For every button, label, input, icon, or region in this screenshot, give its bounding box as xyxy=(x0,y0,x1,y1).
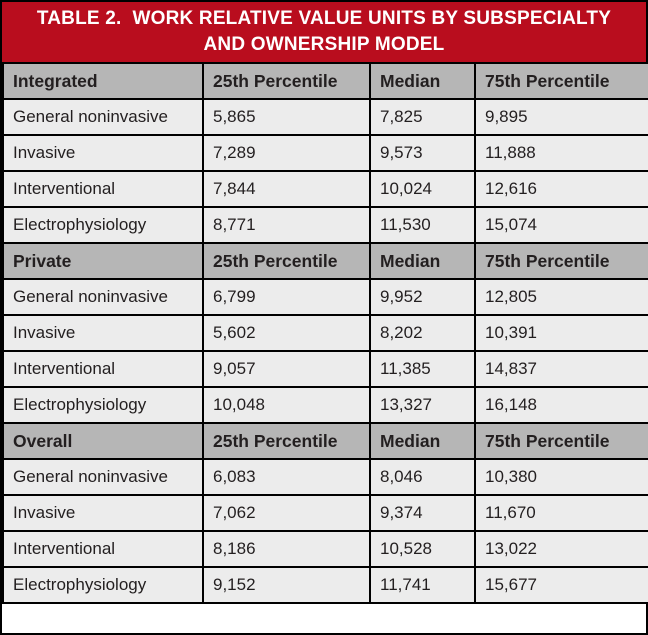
wrvu-table xyxy=(2,62,648,604)
cell-75th: 12,805 xyxy=(475,279,648,315)
cell-75th: 14,837 xyxy=(475,351,648,387)
cell-median: 11,385 xyxy=(370,351,475,387)
cell-25th: 7,062 xyxy=(203,495,370,531)
cell-25th: 9,152 xyxy=(203,567,370,603)
column-header-median: Median xyxy=(370,63,475,99)
cell-75th: 10,391 xyxy=(475,315,648,351)
row-label: Electrophysiology xyxy=(3,387,203,423)
row-label: Interventional xyxy=(3,531,203,567)
row-label: Invasive xyxy=(3,495,203,531)
table-row xyxy=(3,99,648,135)
cell-median: 10,024 xyxy=(370,171,475,207)
column-header-75th: 75th Percentile xyxy=(475,423,648,459)
cell-25th: 8,771 xyxy=(203,207,370,243)
cell-25th: 7,289 xyxy=(203,135,370,171)
row-label: Electrophysiology xyxy=(3,207,203,243)
column-header-median: Median xyxy=(370,423,475,459)
cell-median: 7,825 xyxy=(370,99,475,135)
table-row xyxy=(3,135,648,171)
section-label: Overall xyxy=(3,423,203,459)
section-label: Integrated xyxy=(3,63,203,99)
table-row xyxy=(3,495,648,531)
column-header-75th: 75th Percentile xyxy=(475,243,648,279)
column-header-25th: 25th Percentile xyxy=(203,423,370,459)
cell-median: 9,374 xyxy=(370,495,475,531)
cell-25th: 7,844 xyxy=(203,171,370,207)
cell-25th: 8,186 xyxy=(203,531,370,567)
table-row xyxy=(3,279,648,315)
section-header-overall xyxy=(3,423,648,459)
row-label: Invasive xyxy=(3,135,203,171)
cell-25th: 6,799 xyxy=(203,279,370,315)
table-row xyxy=(3,351,648,387)
table-title-banner xyxy=(2,2,646,62)
cell-75th: 15,074 xyxy=(475,207,648,243)
cell-75th: 11,888 xyxy=(475,135,648,171)
cell-75th: 9,895 xyxy=(475,99,648,135)
cell-25th: 9,057 xyxy=(203,351,370,387)
cell-median: 8,046 xyxy=(370,459,475,495)
row-label: Invasive xyxy=(3,315,203,351)
cell-median: 10,528 xyxy=(370,531,475,567)
table-row xyxy=(3,387,648,423)
section-header-private xyxy=(3,243,648,279)
row-label: Electrophysiology xyxy=(3,567,203,603)
table-row xyxy=(3,315,648,351)
table-row xyxy=(3,459,648,495)
cell-median: 9,952 xyxy=(370,279,475,315)
cell-75th: 10,380 xyxy=(475,459,648,495)
cell-median: 8,202 xyxy=(370,315,475,351)
cell-25th: 10,048 xyxy=(203,387,370,423)
cell-75th: 12,616 xyxy=(475,171,648,207)
table-row xyxy=(3,567,648,603)
row-label: General noninvasive xyxy=(3,279,203,315)
cell-75th: 16,148 xyxy=(475,387,648,423)
cell-75th: 11,670 xyxy=(475,495,648,531)
section-header-integrated xyxy=(3,63,648,99)
cell-median: 11,741 xyxy=(370,567,475,603)
column-header-75th: 75th Percentile xyxy=(475,63,648,99)
row-label: Interventional xyxy=(3,351,203,387)
table-title-line2: AND OWNERSHIP MODEL xyxy=(203,34,445,55)
table-row xyxy=(3,207,648,243)
cell-25th: 5,602 xyxy=(203,315,370,351)
cell-25th: 6,083 xyxy=(203,459,370,495)
row-label: General noninvasive xyxy=(3,99,203,135)
section-label: Private xyxy=(3,243,203,279)
cell-25th: 5,865 xyxy=(203,99,370,135)
cell-median: 9,573 xyxy=(370,135,475,171)
row-label: General noninvasive xyxy=(3,459,203,495)
row-label: Interventional xyxy=(3,171,203,207)
cell-75th: 15,677 xyxy=(475,567,648,603)
column-header-25th: 25th Percentile xyxy=(203,63,370,99)
column-header-median: Median xyxy=(370,243,475,279)
table-row xyxy=(3,531,648,567)
cell-median: 13,327 xyxy=(370,387,475,423)
table-title-line1: TABLE 2. WORK RELATIVE VALUE UNITS BY SUBSPECIALTY xyxy=(36,8,612,29)
column-header-25th: 25th Percentile xyxy=(203,243,370,279)
cell-75th: 13,022 xyxy=(475,531,648,567)
cell-median: 11,530 xyxy=(370,207,475,243)
table-row xyxy=(3,171,648,207)
